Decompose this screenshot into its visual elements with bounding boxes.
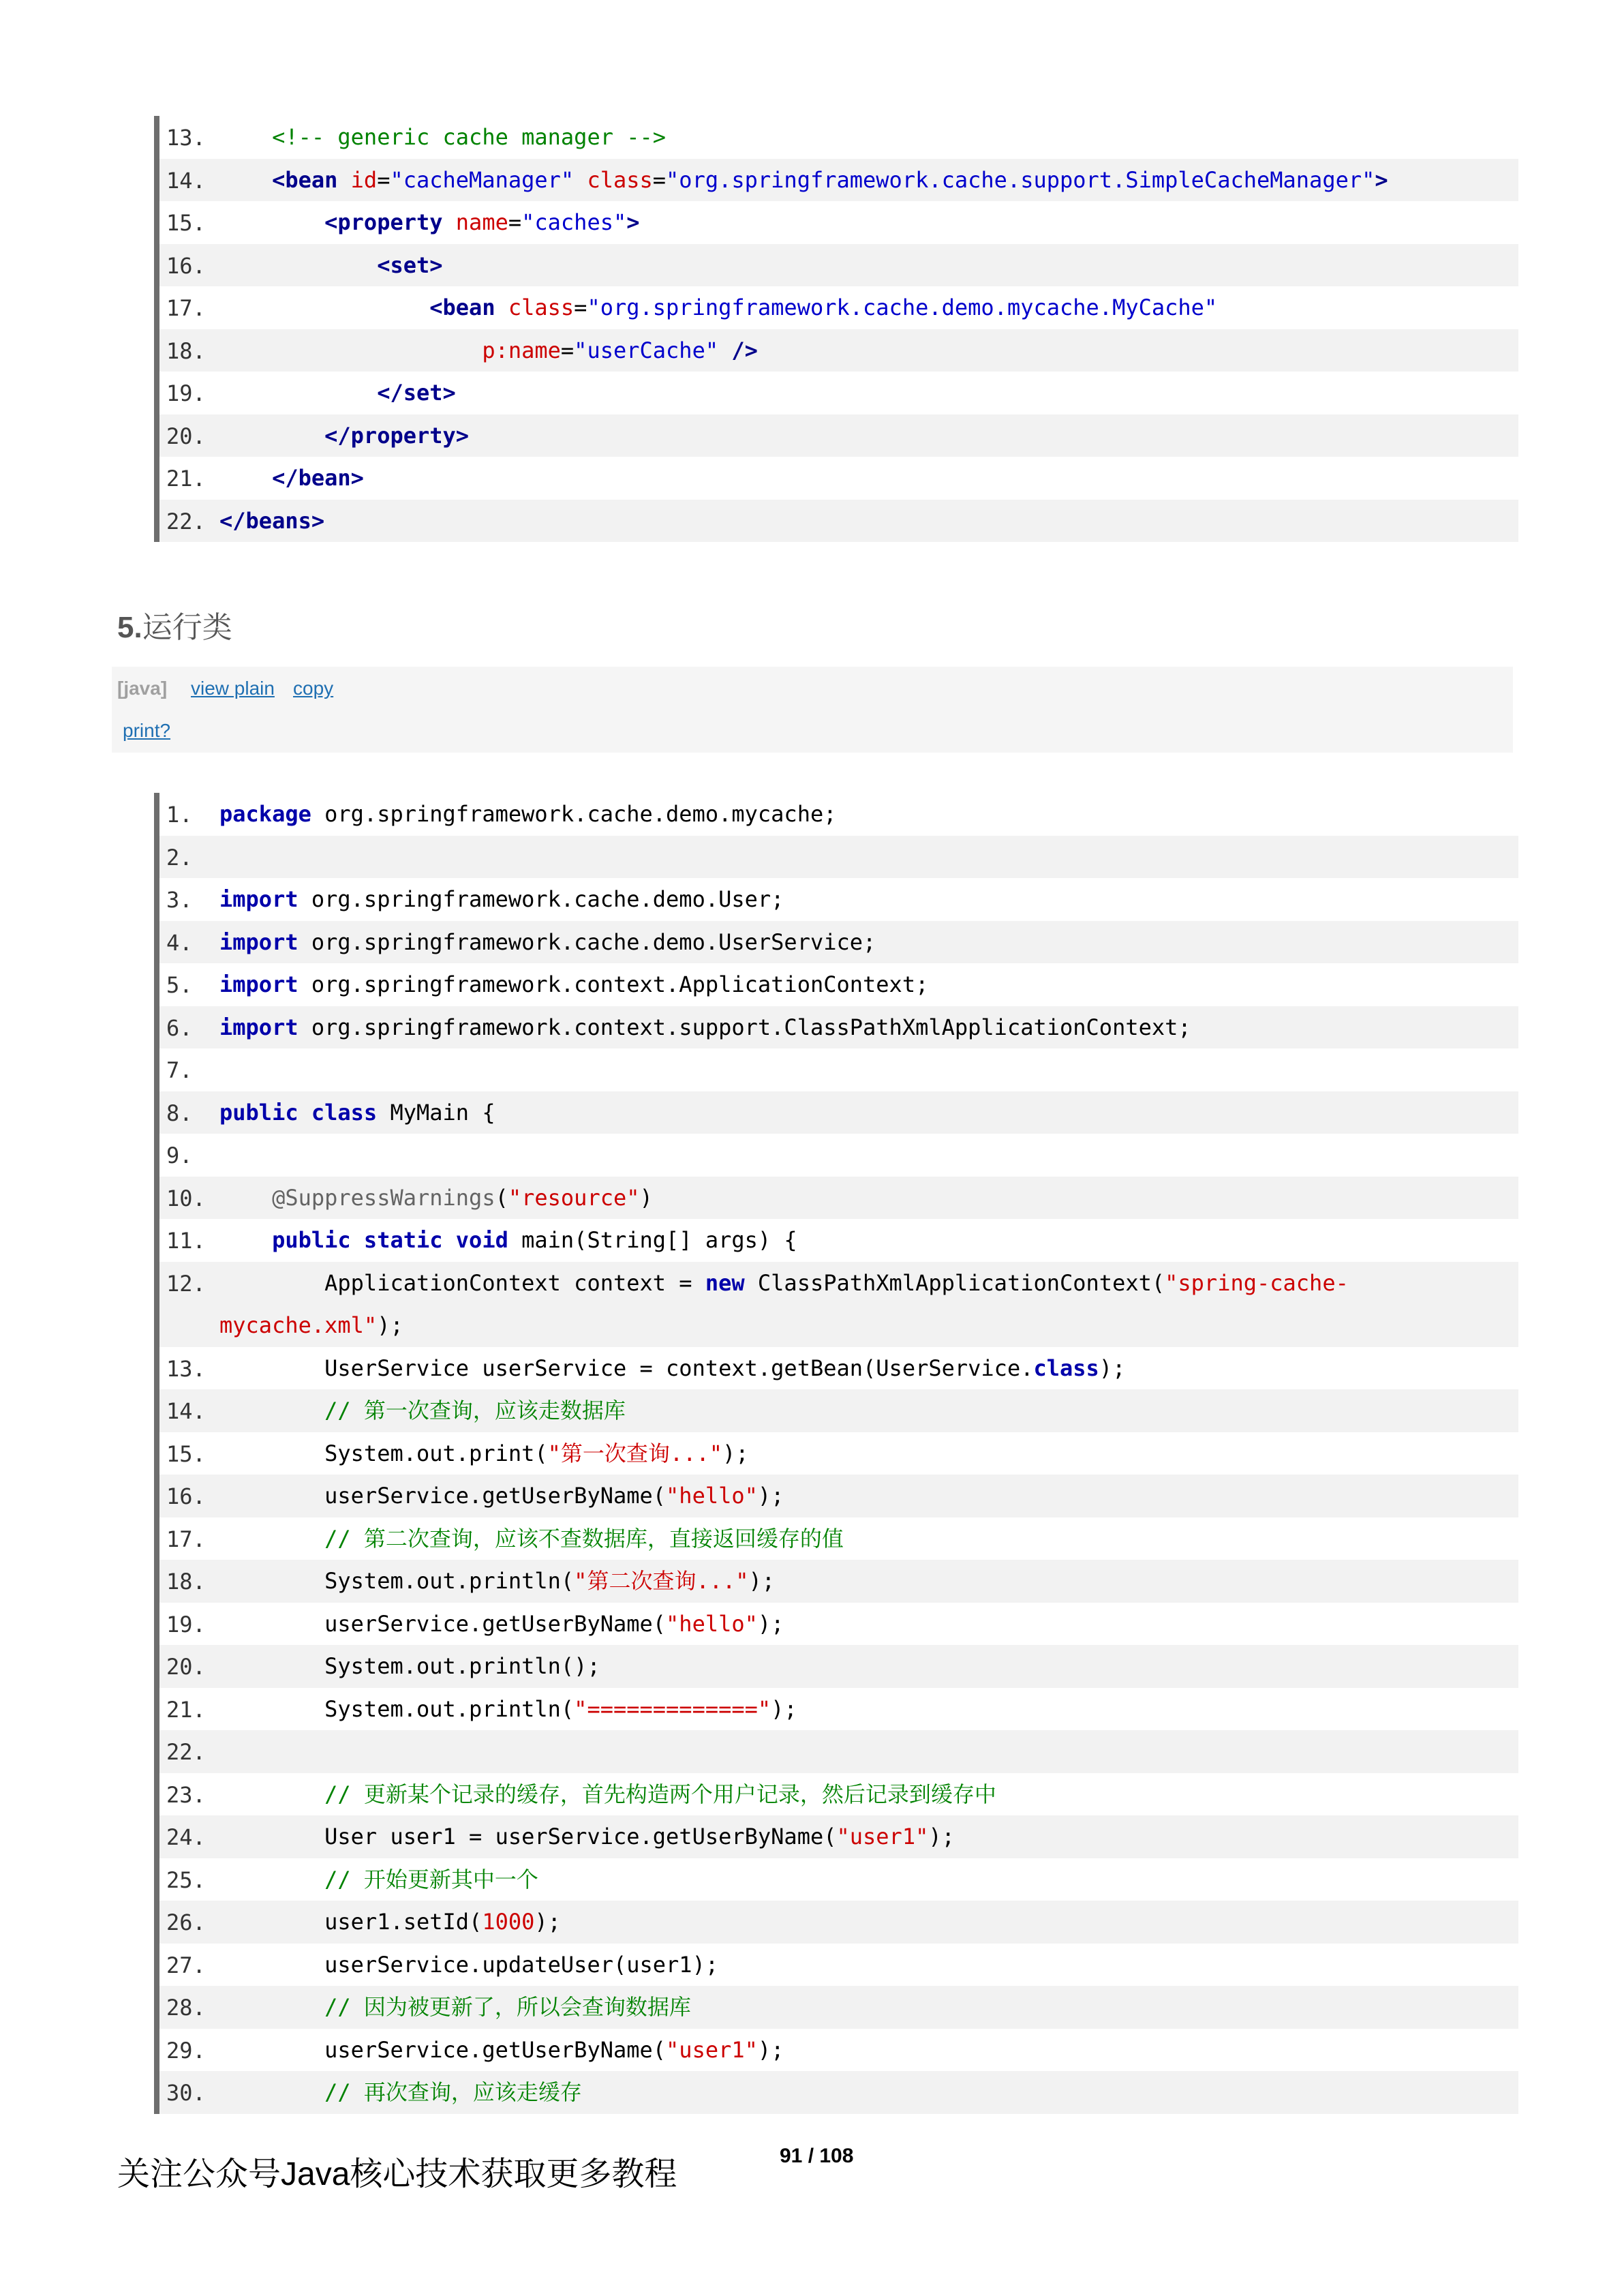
line-number: 8. <box>166 1100 193 1126</box>
code-line <box>159 963 1518 1006</box>
line-number: 5. <box>166 972 193 998</box>
code-token: name <box>455 209 508 235</box>
code-token: "spring-cache- <box>1165 1269 1349 1296</box>
code-line <box>159 159 1518 202</box>
page-number: 91 / 108 <box>780 2145 854 2167</box>
code-token <box>219 209 324 235</box>
line-number: 3. <box>166 887 193 913</box>
code-token <box>443 209 456 235</box>
line-number: 18. <box>166 337 206 364</box>
code-token: </set> <box>377 380 456 406</box>
code-token: <property <box>324 209 443 235</box>
code-token: ); <box>722 1440 749 1466</box>
code-text <box>219 1347 1382 1390</box>
code-line <box>159 244 1518 287</box>
code-line <box>159 1517 1518 1560</box>
code-line <box>159 1815 1518 1858</box>
code-text <box>219 1091 1382 1134</box>
line-number: 13. <box>166 1355 206 1382</box>
code-token: "user1" <box>666 2036 758 2063</box>
code-token: <set> <box>377 252 443 278</box>
code-token: ); <box>757 1610 784 1637</box>
code-token: org.springframework.cache.demo.mycache; <box>311 801 837 827</box>
line-number: 23. <box>166 1781 206 1808</box>
code-token: ); <box>771 1695 797 1722</box>
code-token: userService.updateUser(user1); <box>219 1951 719 1978</box>
code-line <box>159 372 1518 414</box>
code-token: ); <box>1099 1355 1126 1381</box>
line-number: 7. <box>166 1057 193 1083</box>
section-heading: 5.运行类 <box>117 611 232 644</box>
code-token: ); <box>757 2036 784 2063</box>
code-token: org.springframework.cache.demo.UserService; <box>298 928 876 955</box>
line-number: 25. <box>166 1867 206 1893</box>
code-token: MyMain { <box>377 1099 495 1126</box>
code-token: <bean <box>429 294 495 320</box>
code-text <box>219 116 1382 159</box>
code-line <box>159 1177 1518 1220</box>
line-number: 26. <box>166 1909 206 1935</box>
code-token: = <box>574 294 587 320</box>
code-token: package <box>219 801 311 827</box>
line-number: 17. <box>166 1526 206 1552</box>
code-token <box>219 1781 324 1807</box>
code-token <box>219 1994 324 2020</box>
code-token: System.out.println(); <box>219 1653 600 1679</box>
code-token: "cacheManager" <box>390 166 575 193</box>
code-token: System.out.println( <box>219 1568 575 1594</box>
code-token: = <box>560 337 575 363</box>
code-text <box>219 1517 1382 1560</box>
code-token: id <box>350 166 378 193</box>
code-token: // 因为被更新了，所以会查询数据库 <box>324 1994 691 2020</box>
line-number: 19. <box>166 380 206 406</box>
code-token: userService.getUserByName( <box>219 1610 667 1637</box>
code-line <box>159 1134 1518 1177</box>
code-token: user1.setId( <box>219 1909 483 1935</box>
code-token <box>219 337 482 363</box>
line-number: 14. <box>166 1398 206 1424</box>
code-line <box>159 1048 1518 1091</box>
code-text <box>219 286 1382 329</box>
line-number: 21. <box>166 1696 206 1723</box>
code-token: User user1 = userService.getUserByName( <box>219 1824 837 1849</box>
code-token: main(String[] args) { <box>508 1227 797 1253</box>
line-number: 4. <box>166 929 193 956</box>
code-token: > <box>626 209 640 235</box>
code-text <box>219 1262 1349 1305</box>
code-text <box>219 878 1382 921</box>
code-token: userService.getUserByName( <box>219 1483 667 1509</box>
code-text <box>219 2029 1382 2072</box>
code-line <box>159 1219 1518 1262</box>
code-text <box>219 1219 1382 1262</box>
code-token: @SuppressWarnings <box>272 1184 495 1211</box>
code-token <box>219 465 272 491</box>
code-token: System.out.print( <box>219 1440 548 1466</box>
code-token: </beans> <box>219 507 325 534</box>
code-text <box>219 1986 1382 2029</box>
code-token <box>443 1227 456 1253</box>
code-token <box>219 2079 324 2105</box>
code-text <box>219 1432 1382 1475</box>
code-token: // 再次查询，应该走缓存 <box>324 2079 582 2105</box>
code-line <box>159 1773 1518 1816</box>
line-number: 21. <box>166 466 206 492</box>
code-token: "第一次查询..." <box>547 1440 722 1466</box>
code-token <box>299 1100 311 1126</box>
code-line <box>159 878 1518 921</box>
line-number: 28. <box>166 1995 206 2021</box>
code-token: import <box>219 928 299 955</box>
line-number: 20. <box>166 423 206 449</box>
code-token: UserService userService = context.getBean(UserService. <box>219 1355 1034 1381</box>
code-line <box>159 500 1518 543</box>
code-text <box>219 201 1382 244</box>
code-token <box>574 167 587 193</box>
code-token <box>337 167 350 193</box>
code-line <box>159 1347 1518 1390</box>
code-token: ( <box>495 1184 508 1211</box>
copy-link[interactable]: copy <box>293 678 334 699</box>
code-token: mycache.xml" <box>219 1312 378 1338</box>
code-text <box>219 1475 1382 1517</box>
line-number: 16. <box>166 1483 206 1509</box>
language-label: [java] <box>117 678 168 699</box>
line-number: 10. <box>166 1185 206 1211</box>
code-line <box>159 1901 1518 1944</box>
code-token <box>219 294 429 320</box>
code-line <box>159 1262 1518 1347</box>
line-number: 29. <box>166 2037 206 2064</box>
code-text <box>219 500 1382 543</box>
code-line <box>159 116 1518 159</box>
code-token: = <box>508 209 522 235</box>
code-token: <!-- generic cache manager --> <box>272 124 667 150</box>
line-number: 22. <box>166 508 206 534</box>
code-line <box>159 793 1518 836</box>
code-token <box>718 337 731 363</box>
code-token: "org.springframework.cache.support.SimpleCacheManager" <box>666 166 1375 193</box>
code-text <box>219 1389 1382 1432</box>
code-text <box>219 1645 1382 1688</box>
code-token: userService.getUserByName( <box>219 2036 667 2063</box>
line-number: 16. <box>166 252 206 279</box>
code-text <box>219 159 1388 202</box>
footer-promo: 关注公众号Java核心技术获取更多教程 <box>117 2156 677 2192</box>
code-token <box>219 1185 272 1211</box>
code-token: org.springframework.cache.demo.User; <box>298 886 784 912</box>
print-link[interactable]: print? <box>123 720 171 741</box>
code-token: </bean> <box>272 465 364 491</box>
code-token: 1000 <box>482 1909 535 1935</box>
code-text <box>219 963 1382 1006</box>
code-line <box>159 1645 1518 1688</box>
code-token: // 第二次查询，应该不查数据库，直接返回缓存的值 <box>324 1525 844 1552</box>
line-number: 15. <box>166 1440 206 1467</box>
code-line <box>159 457 1518 500</box>
code-text <box>219 1603 1382 1646</box>
code-token: </property> <box>324 422 470 449</box>
code-text <box>219 1815 1382 1858</box>
code-token: = <box>652 166 667 193</box>
code-line <box>159 1944 1518 1987</box>
code-token: class <box>311 1099 378 1126</box>
code-token: // 第一次查询，应该走数据库 <box>324 1398 626 1423</box>
code-line <box>159 1389 1518 1432</box>
code-token: ) <box>639 1184 653 1211</box>
code-token: class <box>587 166 653 193</box>
code-token: ); <box>748 1568 776 1594</box>
code-token: "第二次查询..." <box>574 1568 749 1594</box>
line-number: 13. <box>166 125 206 151</box>
code-token: import <box>219 886 299 912</box>
code-text <box>219 244 1382 287</box>
code-text <box>219 372 1382 414</box>
line-number: 1. <box>166 802 193 828</box>
code-token: public <box>272 1227 351 1253</box>
code-token: // 更新某个记录的缓存，首先构造两个用户记录，然后记录到缓存中 <box>324 1781 996 1807</box>
code-token: ); <box>928 1824 955 1849</box>
code-line <box>159 414 1518 457</box>
code-token <box>219 1867 324 1892</box>
line-number: 11. <box>166 1228 206 1254</box>
code-text <box>219 1858 1382 1901</box>
code-token: ); <box>757 1483 784 1509</box>
code-token <box>219 1227 272 1253</box>
code-token: class <box>508 294 575 320</box>
code-token: class <box>1033 1355 1099 1381</box>
code-text <box>219 1006 1382 1049</box>
line-number: 19. <box>166 1611 206 1637</box>
code-token: "org.springframework.cache.demo.mycache.MyCache" <box>587 294 1218 320</box>
code-token: org.springframework.context.support.ClassPathXmlApplicationContext; <box>298 1014 1191 1040</box>
code-token <box>219 1526 324 1552</box>
code-toolbar <box>112 667 1513 753</box>
code-line <box>159 2071 1518 2114</box>
code-token: "userCache" <box>574 337 719 363</box>
line-number: 14. <box>166 167 206 194</box>
code-token: static <box>363 1227 443 1253</box>
line-number: 18. <box>166 1569 206 1595</box>
code-token: ); <box>377 1312 403 1338</box>
view-plain-link[interactable]: view plain <box>191 678 275 699</box>
code-token <box>219 124 272 150</box>
code-text <box>219 2071 1382 2114</box>
code-line <box>159 836 1518 879</box>
code-line <box>159 1688 1518 1731</box>
code-line <box>159 1091 1518 1134</box>
line-number: 12. <box>166 1270 206 1297</box>
code-line <box>159 1858 1518 1901</box>
code-token: = <box>377 166 391 193</box>
code-token <box>219 423 324 449</box>
line-number: 6. <box>166 1014 193 1041</box>
code-line <box>159 1432 1518 1475</box>
code-token: new <box>705 1269 745 1296</box>
code-line <box>159 201 1518 244</box>
code-line <box>159 1986 1518 2029</box>
code-token: void <box>455 1227 508 1253</box>
line-number: 2. <box>166 844 193 871</box>
code-line <box>159 1560 1518 1603</box>
code-text <box>219 1560 1382 1603</box>
code-token <box>219 167 272 193</box>
code-token: <bean <box>272 166 338 193</box>
code-token: "user1" <box>836 1824 929 1849</box>
line-number: 9. <box>166 1143 193 1168</box>
code-token: /> <box>731 337 758 363</box>
code-line <box>159 1730 1518 1773</box>
line-number: 17. <box>166 295 206 321</box>
code-token <box>351 1227 364 1253</box>
code-text <box>219 457 1382 500</box>
code-token: import <box>219 1014 299 1040</box>
code-token <box>219 380 377 406</box>
code-token: ClassPathXmlApplicationContext( <box>744 1269 1165 1296</box>
code-text <box>219 329 1382 372</box>
code-text <box>219 921 1382 964</box>
code-token: "resource" <box>508 1184 640 1211</box>
code-text <box>219 793 1382 836</box>
code-token: org.springframework.context.ApplicationContext; <box>298 971 929 997</box>
java-code-block <box>154 793 1518 2114</box>
code-token: import <box>219 971 299 997</box>
code-token: System.out.println( <box>219 1695 575 1722</box>
code-text <box>219 414 1382 457</box>
code-text-wrap <box>219 1304 403 1347</box>
line-number: 20. <box>166 1654 206 1680</box>
code-line <box>159 329 1518 372</box>
code-token: "hello" <box>666 1610 758 1637</box>
code-line <box>159 1603 1518 1646</box>
code-line <box>159 1006 1518 1049</box>
code-token: ); <box>534 1909 561 1935</box>
code-text <box>219 1177 1382 1220</box>
code-line <box>159 1475 1518 1517</box>
code-token: p:name <box>482 337 561 363</box>
line-number: 15. <box>166 210 206 236</box>
line-number: 27. <box>166 1952 206 1978</box>
code-line <box>159 2029 1518 2072</box>
code-line <box>159 286 1518 329</box>
code-token: ApplicationContext context = <box>219 1269 705 1296</box>
code-token: > <box>1375 166 1388 193</box>
line-number: 24. <box>166 1824 206 1850</box>
line-number: 30. <box>166 2080 206 2106</box>
code-token <box>219 252 377 278</box>
xml-code-block <box>154 116 1518 542</box>
code-text <box>219 1901 1382 1944</box>
code-token: "=============" <box>574 1695 771 1722</box>
code-token <box>495 294 508 320</box>
code-token: "caches" <box>521 209 627 235</box>
code-line <box>159 921 1518 964</box>
code-token: // 开始更新其中一个 <box>324 1866 538 1892</box>
code-token: public <box>219 1099 299 1126</box>
code-text <box>219 1944 1382 1987</box>
code-text <box>219 1688 1382 1731</box>
code-text <box>219 1773 1382 1816</box>
code-token: "hello" <box>666 1483 758 1509</box>
line-number: 22. <box>166 1739 206 1765</box>
code-token <box>219 1398 324 1423</box>
